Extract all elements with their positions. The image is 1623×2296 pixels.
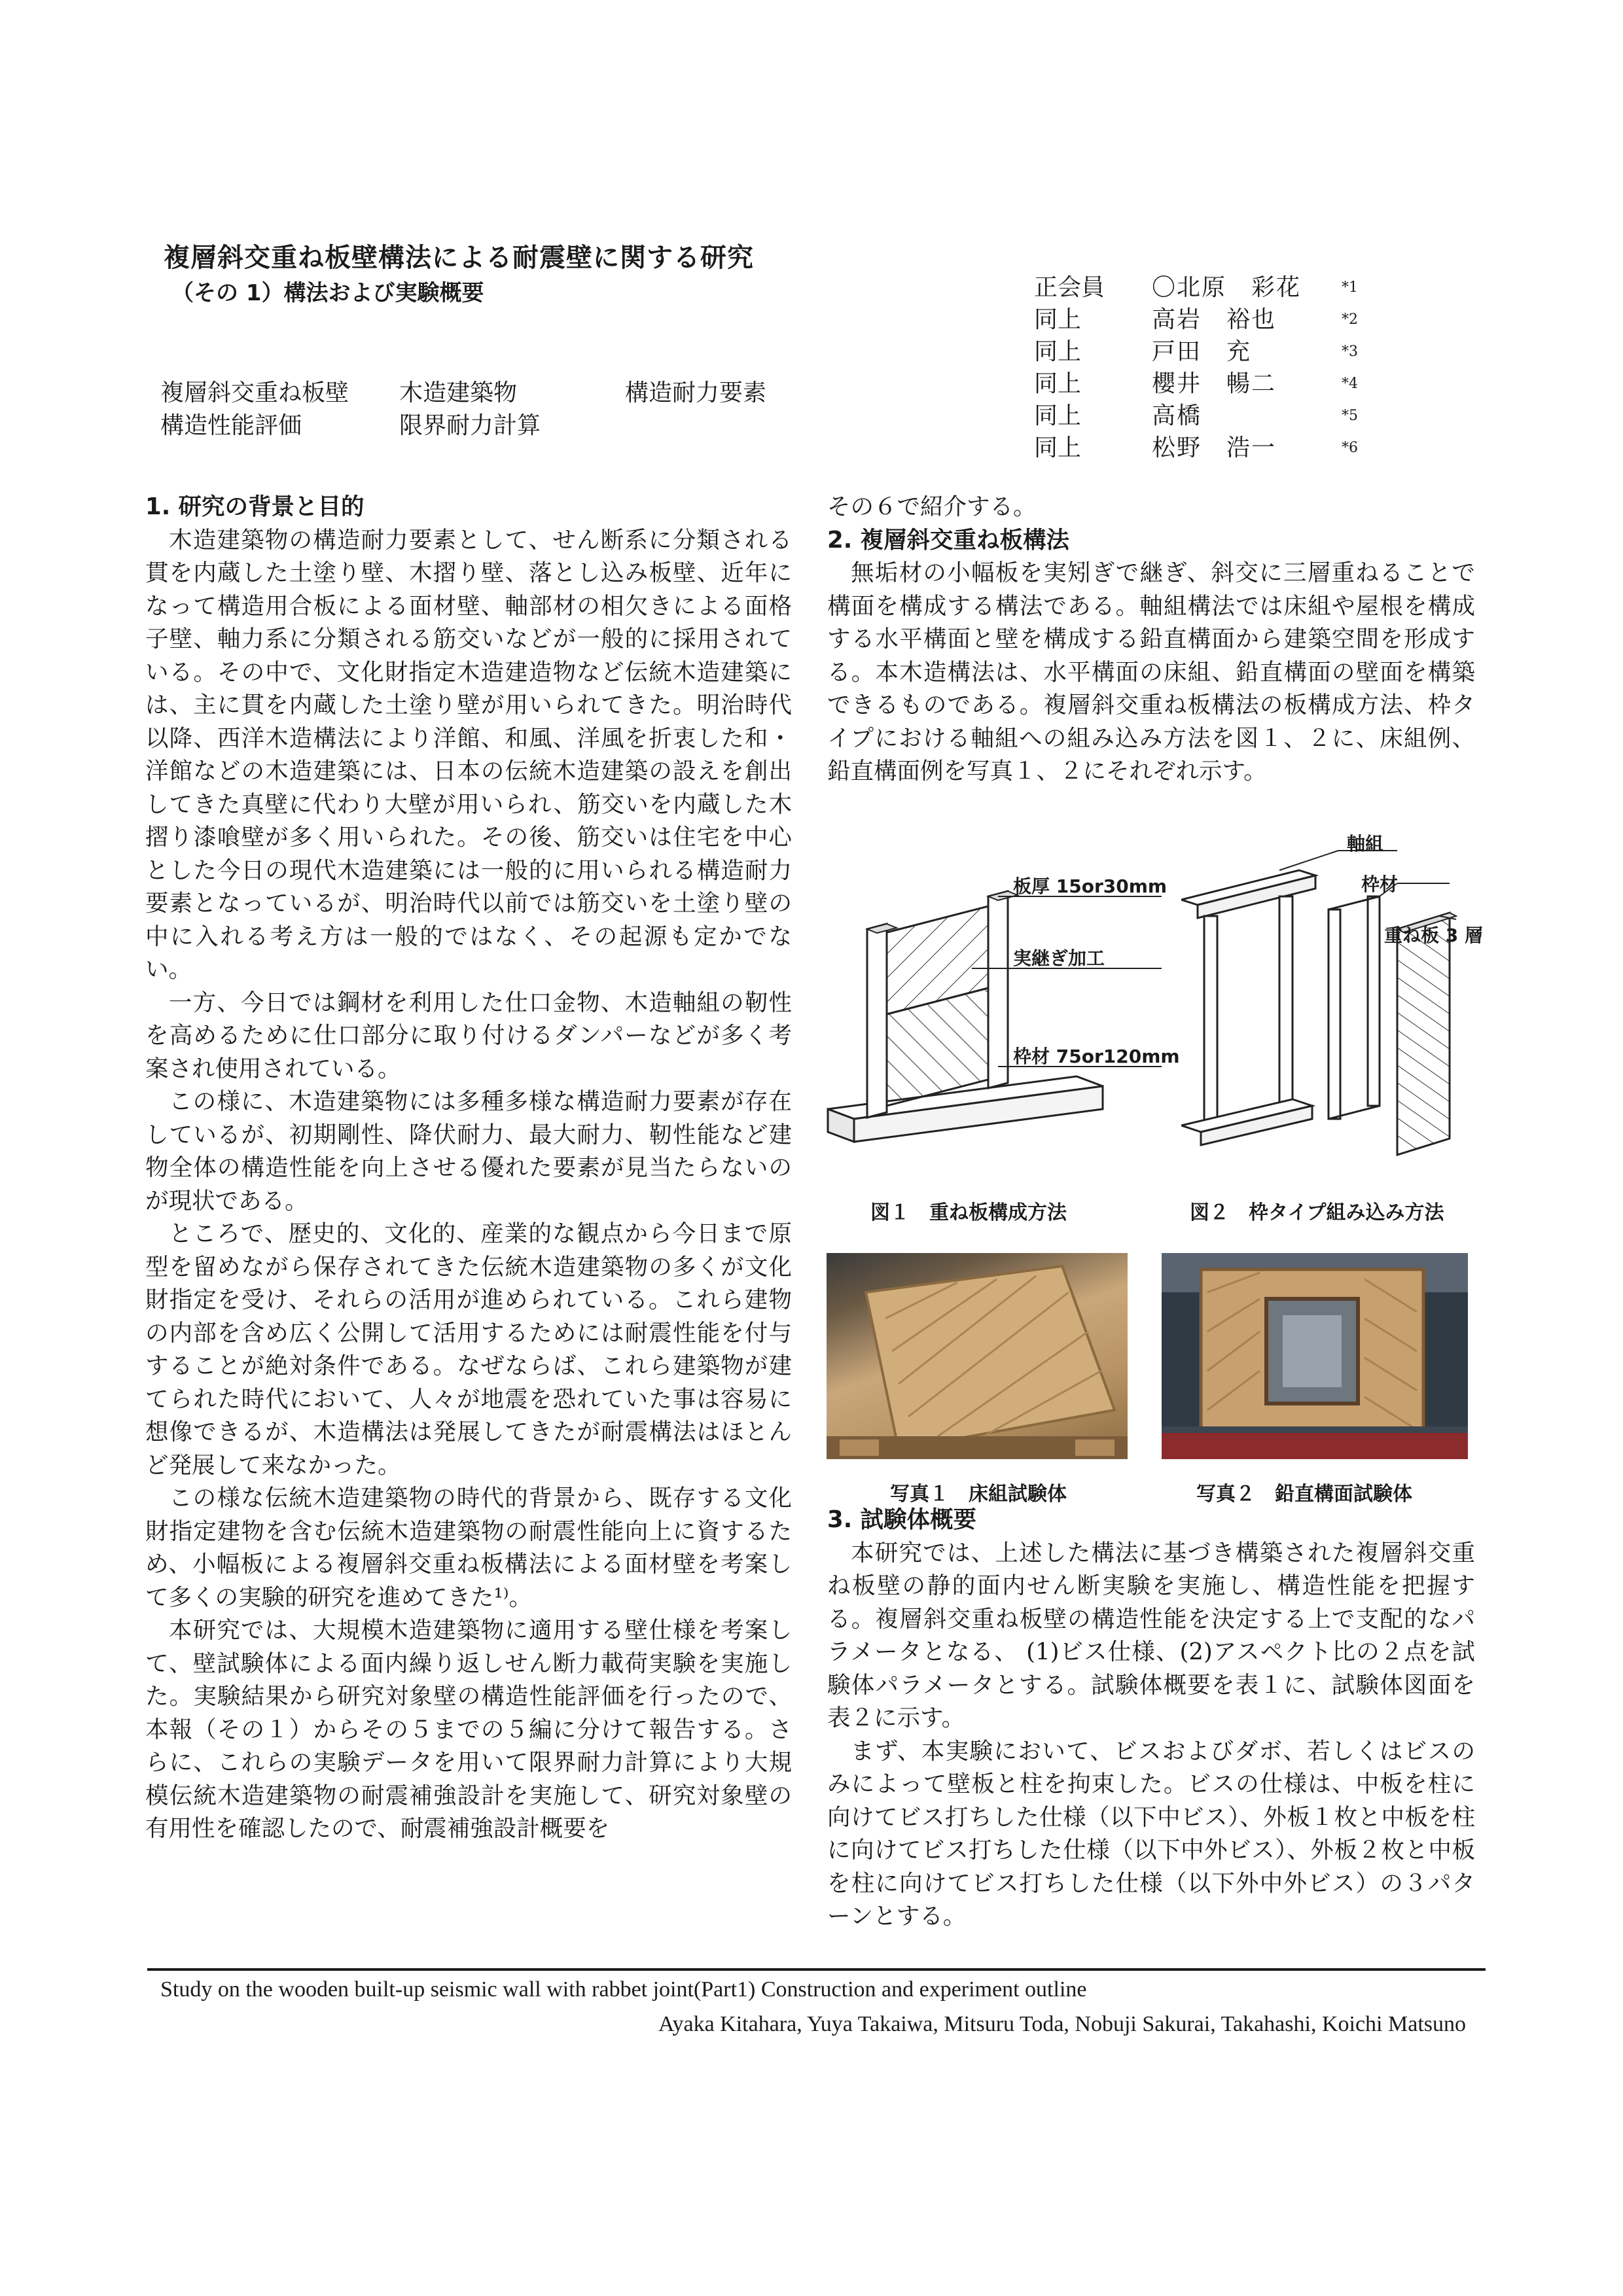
- paragraph: 木造建築物の構造耐力要素として、せん断系に分類される貫を内蔵した土塗り壁、木摺り壁、落とし込み板壁、近年になって構造用合板による面材壁、軸部材の相欠きによる面格子壁、軸力系に分類される筋交いなどが一般的に採用されている。その中で、文化財指定木造建造物など伝統木造建築には、主に貫を内蔵した土塗り壁が用いられてきた。明治時代以降、西洋木造構法により洋館、和風、洋風を折衷した和・洋館などの木造建築には、日本の伝統木造建築の設えを創出してきた真壁に代わり大壁が用いられ、筋交いを内蔵した木摺り漆喰壁が多く用いられた。その後、筋交いは住宅を中心とした今日の現代木造建築には一般的に用いられる構造耐力要素となっているが、明治時代以前では筋交いを土塗り壁の中に入れる考え方は一般的ではなく、その起源も定かでない。: [145, 526, 792, 983]
- keyword: 複層斜交重ね板壁: [160, 380, 349, 406]
- author-list: [1034, 272, 1505, 464]
- author-mark: *6: [1342, 440, 1358, 456]
- author-name: 高橋: [1152, 402, 1227, 429]
- figure-2-label-frame: 枠材: [1361, 874, 1399, 895]
- author-name: 〇北原 彩花: [1152, 274, 1302, 301]
- figure-2-caption: 図２ 枠タイプ組み込み方法: [1190, 1201, 1444, 1224]
- author-affiliation: 同上: [1034, 434, 1082, 461]
- author-mark: *1: [1342, 279, 1358, 296]
- paragraph: この様な伝統木造建築物の時代的背景から、既存する文化財指定建物を含む伝統木造建築物の耐震性能向上に資するため、小幅板による複層斜交重ね板構法による面材壁を考案して多くの実験的研究を進めてきた¹⁾。: [145, 1485, 792, 1611]
- photo-2-caption: 写真２ 鉛直構面試験体: [1196, 1483, 1412, 1506]
- paragraph: この様に、木造建築物には多種多様な構造耐力要素が存在しているが、初期剛性、降伏耐力、最大耐力、靭性能など建物全体の構造性能を向上させる優れた要素が見当たらないのが現状である。: [145, 1088, 792, 1214]
- right-column-top: [827, 491, 1475, 788]
- section-heading: 1. 研究の背景と目的: [145, 493, 365, 520]
- photo-2-vertical-specimen: [1162, 1253, 1468, 1459]
- photo-1-floor-specimen: [827, 1253, 1128, 1459]
- author-row: [1034, 368, 1505, 400]
- author-affiliation: 同上: [1034, 370, 1082, 397]
- author-row: [1034, 400, 1505, 432]
- author-name: 松野 浩一: [1152, 434, 1277, 461]
- english-authors: Ayaka Kitahara, Yuya Takaiwa, Mitsuru Toda, Nobuji Sakurai, Takahashi, Koichi Matsuno: [658, 2012, 1466, 2036]
- paragraph: 本研究では、大規模木造建築物に適用する壁仕様を考案して、壁試験体による面内繰り返しせん断力載荷実験を実施した。実験結果から研究対象壁の構造性能評価を行ったので、本報（その１）からその５までの５編に分けて報告する。さらに、これらの実験データを用いて限界耐力計算により大規模伝統木造建築物の耐震補強設計を実施して、研究対象壁の有用性を確認したので、耐震補強設計概要を: [145, 1617, 792, 1842]
- english-title: Study on the wooden built-up seismic wall with rabbet joint(Part1) Construction and experiment outline: [160, 1977, 1087, 2002]
- figure-1-label-frame: 枠材 75or120mm: [1013, 1046, 1180, 1067]
- author-mark: *2: [1342, 311, 1358, 328]
- figure-1-caption: 図１ 重ね板構成方法: [870, 1201, 1067, 1224]
- paragraph: その６で紹介する。: [827, 493, 1037, 520]
- figure-2-label-layers: 重ね板 3 層: [1384, 925, 1483, 946]
- author-name: 高岩 裕也: [1152, 306, 1277, 333]
- section-heading: 2. 複層斜交重ね板構法: [827, 526, 1070, 554]
- author-mark: *3: [1342, 344, 1358, 360]
- left-column: [145, 491, 792, 1846]
- author-row: [1034, 272, 1505, 304]
- paragraph: 無垢材の小幅板を実矧ぎで継ぎ、斜交に三層重ねることで構面を構成する構法である。軸組構法では床組や屋根を構成する水平構面と壁を構成する鉛直構面から建築空間を形成する。本木造構法は、水平構面の床組、鉛直構面の壁面を構築できるものである。複層斜交重ね板構法の板構成方法、枠タイプにおける軸組への組み込み方法を図１、２に、床組例、鉛直構面例を写真１、２にそれぞれ示す。: [827, 559, 1475, 785]
- paragraph: まず、本実験において、ビスおよびダボ、若しくはビスのみによって壁板と柱を拘束した。ビスの仕様は、中板を柱に向けてビス打ちした仕様（以下中ビス）、外板１枚と中板を柱に向けてビス打ちした仕様（以下中外ビス）、外板２枚と中板を柱に向けてビス打ちした仕様（以下外中外ビス）の３パターンとする。: [827, 1737, 1475, 1930]
- paragraph: 一方、今日では鋼材を利用した仕口金物、木造軸組の靭性を高めるために仕口部分に取り付けるダンパーなどが多く考案され使用されている。: [145, 989, 792, 1082]
- author-affiliation: 同上: [1034, 306, 1082, 333]
- paragraph: 本研究では、上述した構法に基づき構築された複層斜交重ね板壁の静的面内せん断実験を実施し、構造性能を把握する。複層斜交重ね板壁の構造性能を決定する上で支配的なパラメータとなる、 (1)ビス仕様、(2)アスペクト比の２点を試験体パラメータとする。試験体概要を表１に、試験体図面を表２に示す。: [827, 1539, 1475, 1731]
- figure-2-label-axis: 軸組: [1347, 833, 1384, 855]
- figure-1-diagram: [821, 851, 1162, 1178]
- author-row: [1034, 432, 1505, 464]
- author-row: [1034, 336, 1505, 368]
- author-mark: *5: [1342, 408, 1358, 424]
- photo-1-caption: 写真１ 床組試験体: [890, 1483, 1067, 1506]
- paragraph: ところで、歴史的、文化的、産業的な観点から今日まで原型を留めながら保存されてきた伝統木造建築物の多くが文化財指定を受け、それらの活用が進められている。これら建物の内部を含め広く公開して活用するためには耐震性能を付与することが絶対条件である。なぜならば、これら建築物が建てられた時代において、人々が地震を恐れていた事は容易に想像できるが、木造構法は発展してきたが耐震構法はほとんど発展して来なかった。: [145, 1220, 792, 1479]
- author-affiliation: 同上: [1034, 338, 1082, 365]
- keyword: 限界耐力計算: [399, 412, 541, 439]
- keyword: 木造建築物: [399, 380, 518, 406]
- keyword: 構造性能評価: [160, 412, 302, 439]
- section-heading: 3. 試験体概要: [827, 1506, 977, 1533]
- author-affiliation: 同上: [1034, 402, 1082, 429]
- author-mark: *4: [1342, 376, 1358, 392]
- paper-title: 複層斜交重ね板壁構法による耐震壁に関する研究: [164, 243, 754, 273]
- figure-1-label-joint: 実継ぎ加工: [1013, 947, 1105, 969]
- right-column-bottom: [827, 1504, 1475, 1934]
- figure-2-diagram: [1181, 844, 1482, 1184]
- figure-1-label-thickness: 板厚 15or30mm: [1013, 875, 1168, 897]
- author-row: [1034, 304, 1505, 336]
- author-name: 戸田 充: [1152, 338, 1252, 365]
- keyword: 構造耐力要素: [625, 380, 767, 406]
- author-affiliation: 正会員: [1034, 274, 1105, 301]
- author-name: 櫻井 暢二: [1152, 370, 1277, 397]
- footer-divider: [147, 1968, 1486, 1971]
- paper-subtitle: （その 1）構法および実験概要: [171, 280, 484, 306]
